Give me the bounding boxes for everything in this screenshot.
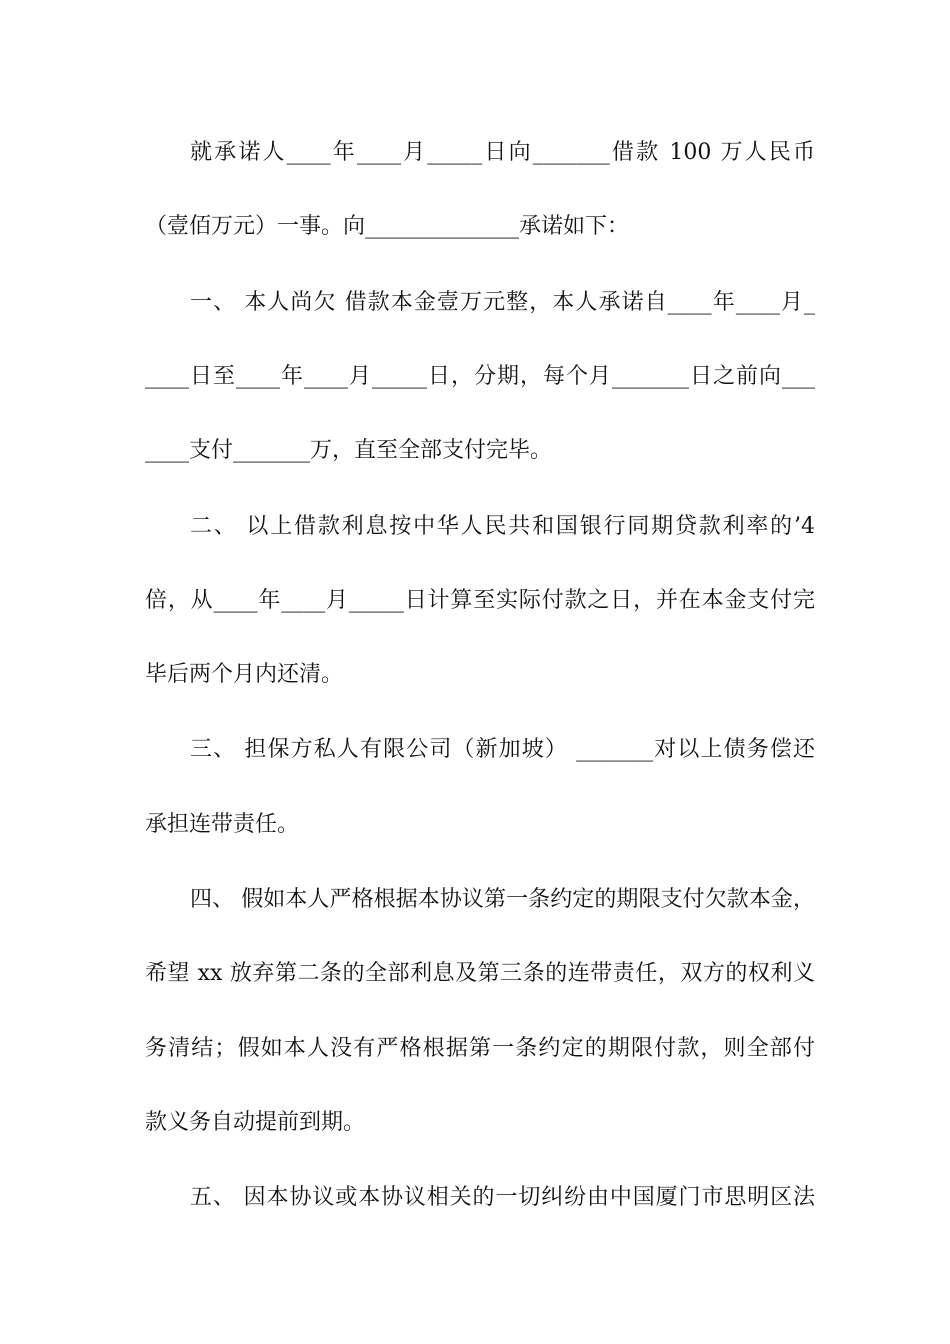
paragraph-5-line-1: 四、 假如本人严格根据本协议第一条约定的期限支付欠款本金， <box>190 887 815 912</box>
paragraph-1-line-1: 就承诺人____年____月_____日向_______借款 100 万人民币 <box>190 140 815 165</box>
paragraph-3-line-3: 毕后两个月内还清。 <box>145 662 344 687</box>
paragraph-2-line-2: ____日至____年____月_____日，分期，每个月_______日之前向___ <box>145 364 815 389</box>
paragraph-2-line-1: 一、 本人尚欠 借款本金壹万元整，本人承诺自____年____月_ <box>190 290 815 315</box>
paragraph-1-line-2: （壹佰万元）一事。向______________承诺如下： <box>145 214 630 239</box>
paragraph-5-line-2: 希望 xx 放弃第二条的全部利息及第三条的连带责任，双方的权利义 <box>145 961 815 986</box>
paragraph-3-line-1: 二、 以上借款利息按中华人民共和国银行同期贷款利率的’4 <box>190 514 815 539</box>
paragraph-4-line-2: 承担连带责任。 <box>145 812 300 837</box>
paragraph-3-line-2: 倍，从____年____月_____日计算至实际付款之日，并在本金支付完 <box>145 588 815 613</box>
paragraph-4-line-1: 三、 担保方私人有限公司（新加坡） _______对以上债务偿还 <box>190 737 815 762</box>
paragraph-6-line-1: 五、 因本协议或本协议相关的一切纠纷由中国厦门市思明区法 <box>190 1185 815 1210</box>
paragraph-5-line-3: 务清结；假如本人没有严格根据第一条约定的期限付款，则全部付 <box>145 1036 815 1061</box>
paragraph-5-line-4: 款义务自动提前到期。 <box>145 1110 366 1135</box>
paragraph-2-line-3: ____支付_______万，直至全部支付完毕。 <box>145 438 553 463</box>
